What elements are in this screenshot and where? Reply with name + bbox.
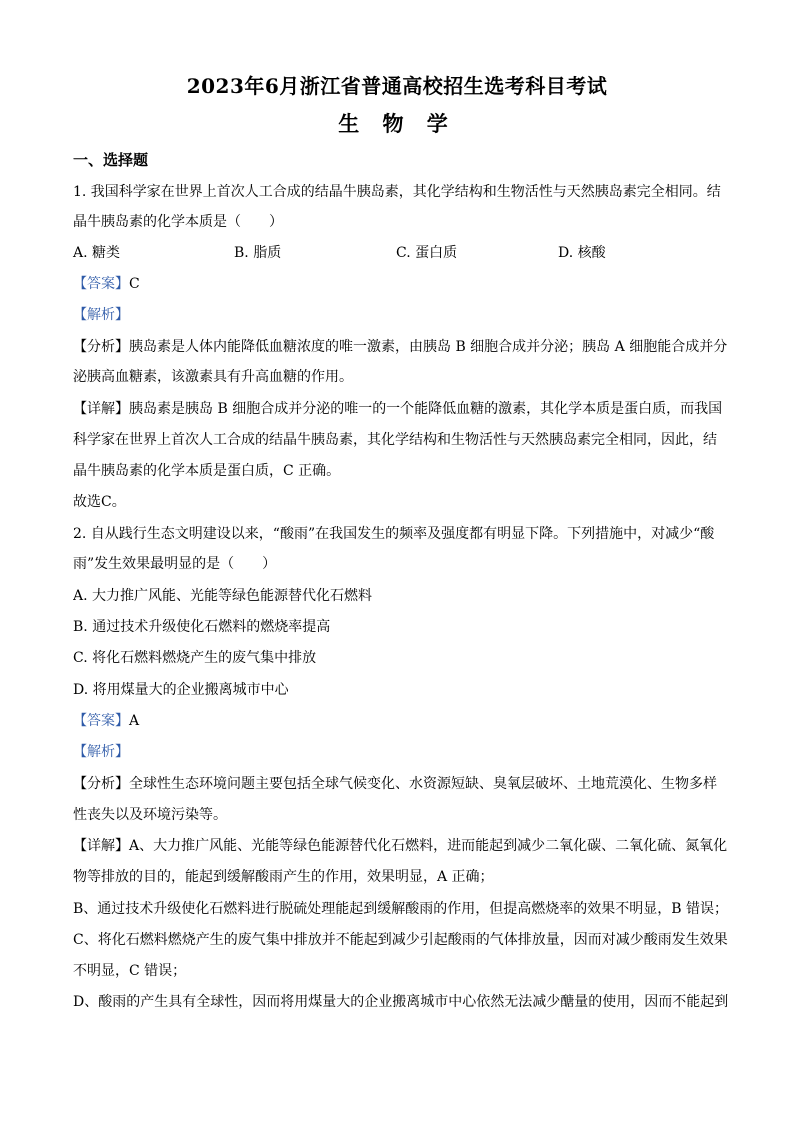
q2-stem-line-2: 雨”发生效果最明显的是（ ）	[73, 556, 277, 572]
q1-option-a: A. 糖类	[73, 245, 121, 261]
q2-xiangjie-text-1: A、大力推广风能、光能等绿色能源替代化石燃料，进而能起到减少二氧化碳、二氧化硫、氮氧化	[129, 838, 728, 854]
q1-fenxi-line-1	[73, 337, 733, 357]
q1-xiangjie-line-3: 晶牛胰岛素的化学本质是蛋白质，C 正确。	[73, 463, 341, 479]
q2-fenxi-line-1	[73, 774, 733, 794]
q1-option-c: C. 蛋白质	[396, 245, 458, 261]
analysis-tag: 【解析】	[73, 307, 129, 323]
q2-fenxi-line-2: 性丧失以及环境污染等。	[73, 807, 227, 823]
q1-fenxi-line-2: 泌胰高血糖素，该激素具有升高血糖的作用。	[73, 369, 353, 385]
xiangjie-tag: 【详解】	[73, 838, 129, 854]
q2-option-a: A. 大力推广风能、光能等绿色能源替代化石燃料	[73, 588, 373, 604]
answer-tag: 【答案】	[73, 713, 129, 729]
q2-b-explanation: B、通过技术升级使化石燃料进行脱硫处理能起到缓解酸雨的作用，但提高燃烧率的效果不明显，B 错误；	[73, 901, 729, 917]
q1-option-d: D. 核酸	[558, 245, 606, 261]
fenxi-tag: 【分析】	[73, 339, 129, 355]
q1-analysis-tag-line	[73, 305, 733, 325]
q2-option-b: B. 通过技术升级使化石燃料的燃烧率提高	[73, 619, 331, 635]
q1-options	[73, 243, 733, 263]
analysis-tag: 【解析】	[73, 744, 129, 760]
page-title: 2023年6月浙江省普通高校招生选考科目考试	[186, 74, 608, 98]
q2-answer-value: A	[129, 713, 140, 729]
xiangjie-tag: 【详解】	[73, 401, 129, 417]
q2-c-explanation-2: 不明显，C 错误；	[73, 963, 187, 979]
q1-option-b: B. 脂质	[234, 245, 282, 261]
q1-xiangjie-text-1: 胰岛素是胰岛 B 细胞合成并分泌的唯一的一个能降低血糖的激素，其化学本质是蛋白质，而我国	[129, 401, 723, 417]
answer-tag: 【答案】	[73, 276, 129, 292]
page-subtitle: 生 物 学	[338, 111, 456, 136]
q2-c-explanation-1: C、将化石燃料燃烧产生的废气集中排放并不能起到减少引起酸雨的气体排放量，因而对减少酸雨发生效果	[73, 932, 728, 948]
q1-stem-line-1: 1. 我国科学家在世界上首次人工合成的结晶牛胰岛素，其化学结构和生物活性与天然胰岛素完全相同。结	[73, 184, 721, 200]
q1-answer-line	[73, 274, 733, 294]
q2-answer-line	[73, 711, 733, 731]
q2-d-explanation: D、酸雨的产生具有全球性，因而将用煤量大的企业搬离城市中心依然无法减少醣量的使用，因而不能起到	[73, 994, 729, 1010]
q1-fenxi-text-1: 胰岛素是人体内能降低血糖浓度的唯一激素，由胰岛 B 细胞合成并分泌；胰岛 A 细胞能合成并分	[129, 339, 728, 355]
q1-conclusion: 故选C。	[73, 494, 126, 510]
q2-option-d: D. 将用煤量大的企业搬离城市中心	[73, 682, 289, 698]
q1-stem-line-2: 晶牛胰岛素的化学本质是（ ）	[73, 214, 283, 230]
q2-fenxi-text-1: 全球性生态环境问题主要包括全球气候变化、水资源短缺、臭氧层破坏、土地荒漠化、生物多样	[129, 776, 717, 792]
section-heading: 一、选择题	[73, 151, 149, 169]
q1-xiangjie-line-1	[73, 399, 733, 419]
q1-xiangjie-line-2: 科学家在世界上首次人工合成的结晶牛胰岛素，其化学结构和生物活性与天然胰岛素完全相同，因此，结	[73, 432, 717, 448]
q2-stem-line-1: 2. 自从践行生态文明建设以来，“酸雨”在我国发生的频率及强度都有明显下降。下列措施中，对减少“酸	[73, 526, 715, 542]
q2-xiangjie-line-1	[73, 836, 733, 856]
q2-analysis-tag-line	[73, 742, 733, 762]
q1-answer-value: C	[129, 276, 140, 292]
q2-option-c: C. 将化石燃料燃烧产生的废气集中排放	[73, 650, 317, 666]
q2-xiangjie-line-2: 物等排放的目的，能起到缓解酸雨产生的作用，效果明显，A 正确；	[73, 869, 494, 885]
fenxi-tag: 【分析】	[73, 776, 129, 792]
